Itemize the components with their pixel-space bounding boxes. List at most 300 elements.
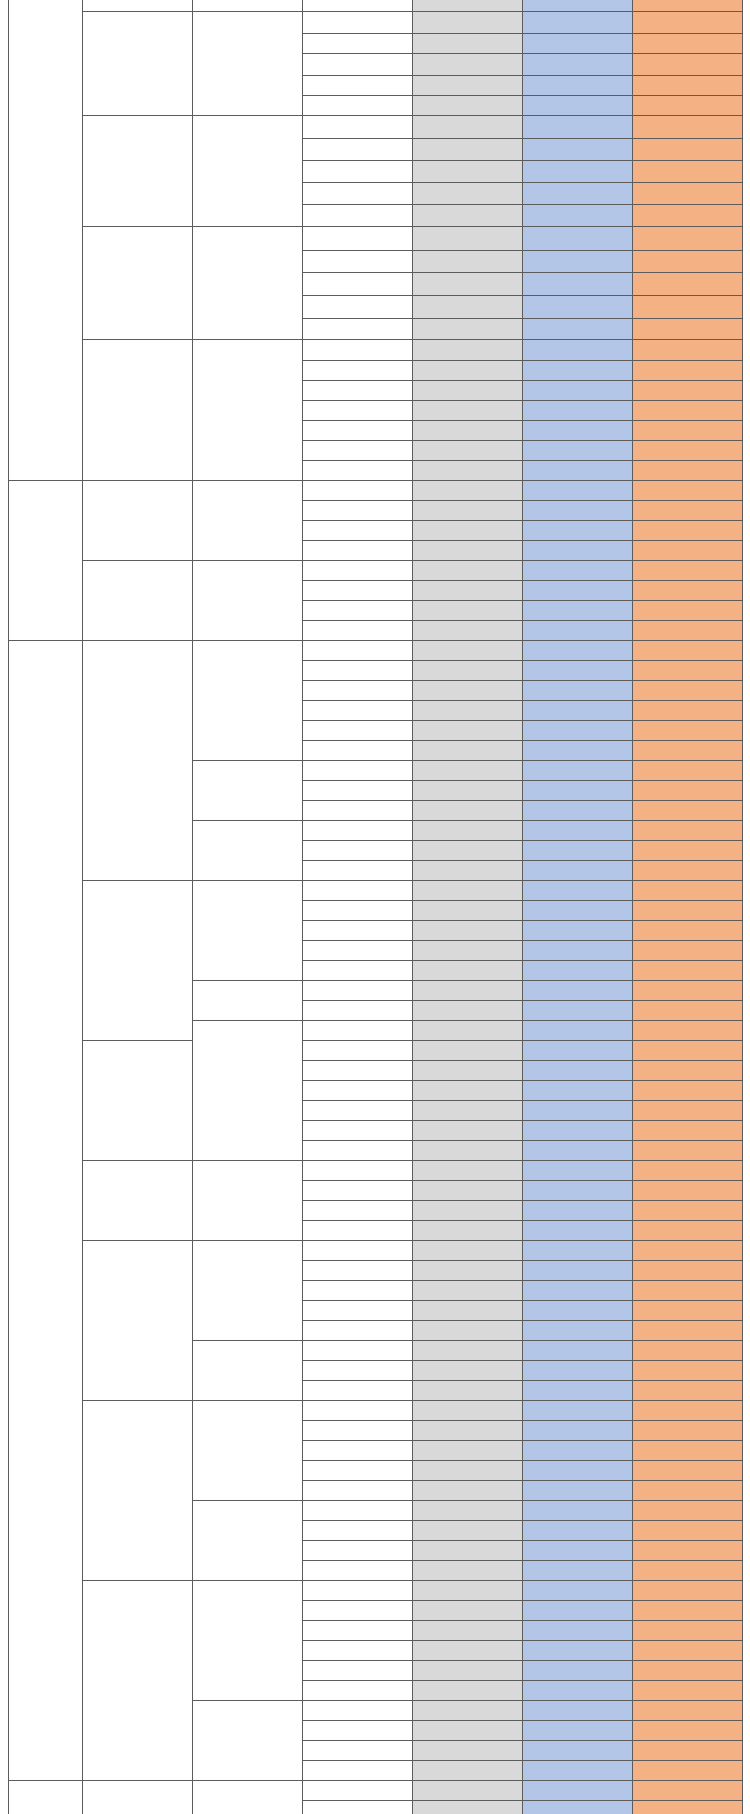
permission-c-mark — [632, 640, 742, 660]
grid-line — [302, 1680, 742, 1681]
grid-line — [8, 640, 82, 641]
permission-a-mark — [412, 1360, 522, 1380]
permission-a-mark — [412, 0, 522, 11]
permission-c-mark — [632, 318, 742, 339]
grid-line — [82, 115, 192, 116]
operation-cell — [302, 1460, 412, 1480]
permission-a-mark — [412, 1060, 522, 1080]
permission-c-mark — [632, 1360, 742, 1380]
permission-b-mark — [522, 1540, 632, 1560]
grid-line — [302, 1520, 742, 1521]
grid-line — [302, 1540, 742, 1541]
grid-line — [302, 1280, 742, 1281]
operation-cell — [302, 1180, 412, 1200]
permission-b-mark — [522, 700, 632, 720]
grid-line — [302, 1060, 742, 1061]
permission-c-mark — [632, 480, 742, 500]
operation-cell — [302, 1760, 412, 1780]
grid-line — [302, 160, 742, 161]
permission-c-mark — [632, 820, 742, 840]
page-cell — [192, 640, 302, 760]
permission-b-mark — [522, 1800, 632, 1814]
grid-line — [82, 0, 83, 1814]
permission-c-mark — [632, 1560, 742, 1580]
permission-b-mark — [522, 780, 632, 800]
operation-cell — [302, 1140, 412, 1160]
permission-a-mark — [412, 660, 522, 680]
grid-line — [302, 1700, 742, 1701]
permission-b-mark — [522, 1260, 632, 1280]
grid-line — [302, 53, 742, 54]
permission-c-mark — [632, 1440, 742, 1460]
permission-b-mark — [522, 980, 632, 1000]
permission-a-mark — [412, 53, 522, 75]
page-cell — [192, 11, 302, 115]
permission-c-mark — [632, 880, 742, 900]
permission-c-mark — [632, 1380, 742, 1400]
grid-line — [302, 1600, 742, 1601]
grid-line — [302, 1740, 742, 1741]
grid-line — [302, 1460, 742, 1461]
grid-line — [302, 940, 742, 941]
permission-a-mark — [412, 1040, 522, 1060]
page-cell — [192, 480, 302, 560]
permission-a-mark — [412, 880, 522, 900]
permission-c-mark — [632, 1160, 742, 1180]
operation-cell — [302, 1320, 412, 1340]
operation-cell — [302, 840, 412, 860]
permission-b-mark — [522, 620, 632, 640]
operation-cell — [302, 1340, 412, 1360]
grid-line — [302, 1760, 742, 1761]
grid-line — [302, 1480, 742, 1481]
permission-a-mark — [412, 1600, 522, 1620]
permission-b-mark — [522, 1440, 632, 1460]
permission-a-mark — [412, 1140, 522, 1160]
permission-c-mark — [632, 960, 742, 980]
permission-b-mark — [522, 360, 632, 380]
permission-c-mark — [632, 360, 742, 380]
permission-c-mark — [632, 138, 742, 160]
operation-cell — [302, 138, 412, 160]
permission-b-mark — [522, 1100, 632, 1120]
grid-line — [192, 980, 302, 981]
operation-cell — [302, 1380, 412, 1400]
permission-b-mark — [522, 1120, 632, 1140]
operation-cell — [302, 0, 412, 11]
permission-c-mark — [632, 1400, 742, 1420]
permission-a-mark — [412, 1380, 522, 1400]
grid-line — [302, 1140, 742, 1141]
permission-b-mark — [522, 0, 632, 11]
permission-a-mark — [412, 1260, 522, 1280]
permission-a-mark — [412, 840, 522, 860]
permission-a-mark — [412, 1220, 522, 1240]
grid-line — [302, 1100, 742, 1101]
grid-line — [192, 1020, 302, 1021]
module-cell — [82, 1040, 192, 1160]
permission-b-mark — [522, 272, 632, 295]
page-cell — [192, 1400, 302, 1500]
grid-line — [192, 820, 302, 821]
permission-b-mark — [522, 1360, 632, 1380]
operation-cell — [302, 500, 412, 520]
operation-cell — [302, 1660, 412, 1680]
module-cell — [82, 339, 192, 480]
permission-c-mark — [632, 1420, 742, 1440]
permission-c-mark — [632, 1240, 742, 1260]
operation-cell — [302, 339, 412, 360]
permission-b-mark — [522, 115, 632, 138]
permission-a-mark — [412, 620, 522, 640]
permission-c-mark — [632, 1660, 742, 1680]
grid-line — [302, 500, 742, 501]
permission-b-mark — [522, 1220, 632, 1240]
permission-a-mark — [412, 295, 522, 318]
grid-line — [302, 1400, 742, 1401]
permission-b-mark — [522, 960, 632, 980]
grid-line — [192, 480, 302, 481]
permission-a-mark — [412, 1480, 522, 1500]
permission-a-mark — [412, 820, 522, 840]
grid-line — [8, 0, 9, 1814]
permission-c-mark — [632, 272, 742, 295]
permission-c-mark — [632, 1640, 742, 1660]
permission-c-mark — [632, 860, 742, 880]
permission-b-mark — [522, 660, 632, 680]
permission-c-mark — [632, 1220, 742, 1240]
operation-cell — [302, 1240, 412, 1260]
permission-c-mark — [632, 420, 742, 440]
operation-cell — [302, 1580, 412, 1600]
permission-c-mark — [632, 900, 742, 920]
permission-a-mark — [412, 980, 522, 1000]
operation-cell — [302, 1740, 412, 1760]
operation-cell — [302, 75, 412, 95]
operation-cell — [302, 53, 412, 75]
permission-a-mark — [412, 940, 522, 960]
permission-b-mark — [522, 760, 632, 780]
permission-b-mark — [522, 1200, 632, 1220]
operation-cell — [302, 1280, 412, 1300]
grid-line — [82, 1160, 192, 1161]
operation-cell — [302, 1100, 412, 1120]
grid-line — [82, 1400, 192, 1401]
permission-b-mark — [522, 1140, 632, 1160]
permission-a-mark — [412, 960, 522, 980]
grid-line — [192, 560, 302, 561]
grid-line — [302, 900, 742, 901]
operation-cell — [302, 420, 412, 440]
permission-a-mark — [412, 318, 522, 339]
permission-a-mark — [412, 1300, 522, 1320]
grid-line — [302, 1800, 742, 1801]
permission-b-mark — [522, 339, 632, 360]
permission-c-mark — [632, 1180, 742, 1200]
operation-cell — [302, 1060, 412, 1080]
grid-line — [302, 1200, 742, 1201]
grid-line — [82, 1780, 192, 1781]
permission-b-mark — [522, 1560, 632, 1580]
permission-a-mark — [412, 580, 522, 600]
permission-b-mark — [522, 880, 632, 900]
operation-cell — [302, 480, 412, 500]
grid-line — [82, 560, 192, 561]
grid-line — [302, 820, 742, 821]
grid-line — [302, 1040, 742, 1041]
permission-b-mark — [522, 1720, 632, 1740]
permission-b-mark — [522, 1460, 632, 1480]
permission-a-mark — [412, 272, 522, 295]
grid-line — [302, 75, 742, 76]
grid-line — [192, 226, 302, 227]
operation-cell — [302, 580, 412, 600]
operation-cell — [302, 1720, 412, 1740]
permission-b-mark — [522, 1060, 632, 1080]
permission-c-mark — [632, 440, 742, 460]
grid-line — [302, 11, 742, 12]
permission-b-mark — [522, 160, 632, 182]
grid-line — [302, 1440, 742, 1441]
permission-c-mark — [632, 339, 742, 360]
operation-cell — [302, 560, 412, 580]
permission-a-mark — [412, 1780, 522, 1800]
permission-b-mark — [522, 640, 632, 660]
grid-line — [302, 1380, 742, 1381]
permission-a-mark — [412, 11, 522, 33]
operation-cell — [302, 160, 412, 182]
grid-line — [192, 1340, 302, 1341]
grid-line — [192, 115, 302, 116]
permission-c-mark — [632, 1600, 742, 1620]
grid-line — [302, 1180, 742, 1181]
grid-line — [302, 115, 742, 116]
grid-line — [302, 1420, 742, 1421]
permission-c-mark — [632, 400, 742, 420]
permission-a-mark — [412, 115, 522, 138]
module-cell — [82, 1780, 192, 1814]
operation-cell — [302, 820, 412, 840]
grid-line — [302, 1640, 742, 1641]
permission-b-mark — [522, 1660, 632, 1680]
grid-line — [302, 760, 742, 761]
permission-c-mark — [632, 1800, 742, 1814]
permission-a-mark — [412, 600, 522, 620]
grid-line — [302, 420, 742, 421]
permission-b-mark — [522, 380, 632, 400]
permission-c-mark — [632, 204, 742, 226]
grid-line — [302, 339, 742, 340]
permission-b-mark — [522, 1160, 632, 1180]
operation-cell — [302, 760, 412, 780]
operation-cell — [302, 780, 412, 800]
permission-a-mark — [412, 440, 522, 460]
permission-c-mark — [632, 1100, 742, 1120]
permission-a-mark — [412, 500, 522, 520]
permission-b-mark — [522, 900, 632, 920]
page-cell — [192, 1500, 302, 1580]
operation-cell — [302, 600, 412, 620]
operation-cell — [302, 740, 412, 760]
permission-b-mark — [522, 440, 632, 460]
operation-cell — [302, 700, 412, 720]
grid-line — [302, 1620, 742, 1621]
grid-line — [82, 880, 192, 881]
grid-line — [302, 680, 742, 681]
grid-line — [302, 780, 742, 781]
permission-b-mark — [522, 520, 632, 540]
grid-line — [302, 560, 742, 561]
permission-a-mark — [412, 1100, 522, 1120]
permission-a-mark — [412, 800, 522, 820]
permission-a-mark — [412, 1680, 522, 1700]
operation-cell — [302, 1500, 412, 1520]
module-cell — [82, 11, 192, 115]
operation-cell — [302, 1800, 412, 1814]
permission-a-mark — [412, 75, 522, 95]
permission-b-mark — [522, 1240, 632, 1260]
permission-c-mark — [632, 1040, 742, 1060]
grid-line — [302, 800, 742, 801]
permission-a-mark — [412, 1200, 522, 1220]
permission-c-mark — [632, 700, 742, 720]
permission-c-mark — [632, 540, 742, 560]
operation-cell — [302, 800, 412, 820]
operation-cell — [302, 1560, 412, 1580]
permission-c-mark — [632, 1620, 742, 1640]
permission-a-mark — [412, 33, 522, 53]
grid-line — [192, 0, 193, 1814]
grid-line — [82, 11, 192, 12]
permission-a-mark — [412, 760, 522, 780]
permission-b-mark — [522, 420, 632, 440]
permission-b-mark — [522, 95, 632, 115]
permission-c-mark — [632, 182, 742, 204]
grid-line — [302, 1320, 742, 1321]
permission-c-mark — [632, 920, 742, 940]
operation-cell — [302, 1480, 412, 1500]
grid-line — [302, 1240, 742, 1241]
permission-b-mark — [522, 820, 632, 840]
permission-a-mark — [412, 1720, 522, 1740]
permission-b-mark — [522, 1520, 632, 1540]
permission-b-mark — [522, 295, 632, 318]
permission-c-mark — [632, 1580, 742, 1600]
operation-cell — [302, 880, 412, 900]
grid-line — [302, 1340, 742, 1341]
operation-cell — [302, 1000, 412, 1020]
permission-a-mark — [412, 1180, 522, 1200]
operation-cell — [302, 520, 412, 540]
grid-line — [192, 1160, 302, 1161]
grid-line — [82, 480, 192, 481]
page-cell — [192, 1700, 302, 1780]
permission-c-mark — [632, 520, 742, 540]
permission-b-mark — [522, 1340, 632, 1360]
permission-a-mark — [412, 1240, 522, 1260]
permission-c-mark — [632, 1280, 742, 1300]
grid-line — [302, 840, 742, 841]
page-cell — [192, 880, 302, 980]
permission-b-mark — [522, 1320, 632, 1340]
permission-b-mark — [522, 1700, 632, 1720]
grid-line — [302, 400, 742, 401]
permission-c-mark — [632, 1500, 742, 1520]
permission-a-mark — [412, 700, 522, 720]
permission-c-mark — [632, 760, 742, 780]
permission-a-mark — [412, 160, 522, 182]
permission-b-mark — [522, 1420, 632, 1440]
operation-cell — [302, 540, 412, 560]
permission-b-mark — [522, 138, 632, 160]
grid-line — [302, 33, 742, 34]
grid-line — [302, 1220, 742, 1221]
operation-cell — [302, 940, 412, 960]
operation-cell — [302, 1080, 412, 1100]
operation-cell — [302, 1120, 412, 1140]
operation-cell — [302, 1020, 412, 1040]
permission-c-mark — [632, 460, 742, 480]
permission-c-mark — [632, 1540, 742, 1560]
page-cell — [192, 115, 302, 226]
permission-c-mark — [632, 1320, 742, 1340]
grid-line — [302, 95, 742, 96]
permission-b-mark — [522, 1620, 632, 1640]
operation-cell — [302, 1540, 412, 1560]
permission-a-mark — [412, 780, 522, 800]
grid-line — [82, 226, 192, 227]
permission-a-mark — [412, 1120, 522, 1140]
permission-c-mark — [632, 1680, 742, 1700]
operation-cell — [302, 860, 412, 880]
grid-line — [302, 540, 742, 541]
permission-b-mark — [522, 1040, 632, 1060]
grid-line — [302, 318, 742, 319]
operation-cell — [302, 960, 412, 980]
grid-line — [302, 460, 742, 461]
permission-b-mark — [522, 1000, 632, 1020]
grid-line — [302, 1120, 742, 1121]
permission-b-mark — [522, 1300, 632, 1320]
permission-a-mark — [412, 1160, 522, 1180]
operation-cell — [302, 680, 412, 700]
permission-a-mark — [412, 250, 522, 272]
grid-line — [82, 1240, 192, 1241]
permission-b-mark — [522, 460, 632, 480]
permission-c-mark — [632, 33, 742, 53]
grid-line — [302, 920, 742, 921]
grid-line — [192, 339, 302, 340]
permission-b-mark — [522, 580, 632, 600]
permission-b-mark — [522, 740, 632, 760]
permission-b-mark — [522, 1280, 632, 1300]
permission-b-mark — [522, 1680, 632, 1700]
operation-cell — [302, 660, 412, 680]
permission-b-mark — [522, 840, 632, 860]
permission-a-mark — [412, 1080, 522, 1100]
grid-line — [192, 1780, 302, 1781]
permission-a-mark — [412, 740, 522, 760]
permission-b-mark — [522, 182, 632, 204]
permission-b-mark — [522, 1740, 632, 1760]
operation-cell — [302, 920, 412, 940]
permission-a-mark — [412, 1660, 522, 1680]
operation-cell — [302, 640, 412, 660]
permission-b-mark — [522, 1080, 632, 1100]
section-cell — [8, 640, 82, 1780]
page-cell — [192, 1160, 302, 1240]
grid-line — [302, 182, 742, 183]
